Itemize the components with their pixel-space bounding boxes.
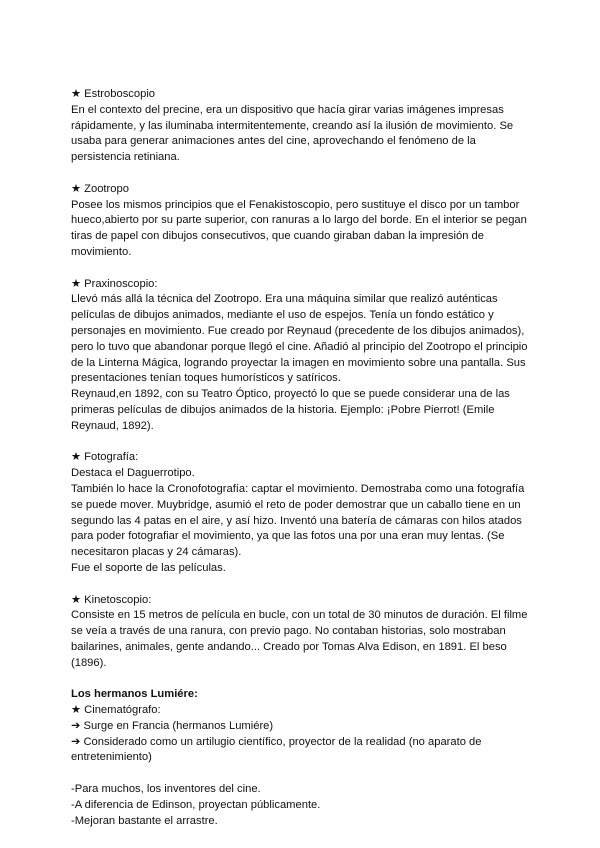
section-kinetoscopio bbox=[71, 593, 541, 672]
section-heading: ★ Zootropo bbox=[71, 182, 129, 195]
dash-item: -Mejoran bastante el arrastre. bbox=[71, 814, 218, 827]
paragraph-line: se veía a través de una ranura, con previo pago. No contaban historias, solo mostraban bbox=[71, 625, 506, 638]
paragraph-line: películas de dibujos animados, mediante el uso de espejos. Tenía un fondo estático y bbox=[71, 309, 494, 322]
section-final-notes bbox=[71, 782, 541, 829]
section-zootropo bbox=[71, 182, 541, 261]
paragraph-line: persistencia retiniana. bbox=[71, 151, 180, 164]
paragraph-line: Reynaud,en 1892, con su Teatro Óptico, proyectó lo que se puede considerar una de las bbox=[71, 388, 510, 401]
paragraph-line: para poder fotografiar el movimiento, ya que las fotos una por una eran muy lentas. (Se bbox=[71, 530, 505, 543]
arrow-item: ➔ Considerado como un artilugio científico, proyector de la realidad (no aparato de bbox=[71, 735, 482, 748]
paragraph-line: segundo las 4 patas en el aire, y así hizo. Inventó una batería de cámaras con hilos atados bbox=[71, 514, 522, 527]
paragraph-line: de la Linterna Mágica, logrando proyectar la imagen en movimiento sobre una pantalla. Sus bbox=[71, 356, 526, 369]
paragraph-line: Consiste en 15 metros de película en bucle, con un total de 30 minutos de duración. El filme bbox=[71, 609, 528, 622]
paragraph-line: bailarines, animales, gente andando... Creado por Tomas Alva Edison, en 1891. El beso bbox=[71, 640, 507, 653]
paragraph-line: presentaciones tenían toques humorísticos y satíricos. bbox=[71, 372, 341, 385]
arrow-item-continuation: entretenimiento) bbox=[71, 751, 152, 764]
section-heading: ★ Kinetoscopio: bbox=[71, 593, 152, 606]
paragraph-line: personajes en movimiento. Fue creado por Reynaud (precedente de los dibujos animados), bbox=[71, 324, 525, 337]
section-estroboscopio bbox=[71, 87, 541, 166]
paragraph-line: Llevó más allá la técnica del Zootropo. Era una máquina similar que realizó auténticas bbox=[71, 293, 498, 306]
dash-item: -Para muchos, los inventores del cine. bbox=[71, 783, 261, 796]
section-heading: ★ Estroboscopio bbox=[71, 88, 156, 100]
section-heading: ★ Praxinoscopio: bbox=[71, 277, 158, 290]
cinematografo-heading: ★ Cinematógrafo: bbox=[71, 704, 161, 717]
paragraph-line: También lo hace la Cronofotografía: captar el movimiento. Demostraba como una fotografía bbox=[71, 482, 525, 495]
section-praxinoscopio bbox=[71, 277, 541, 435]
paragraph-line: movimiento. bbox=[71, 245, 132, 258]
paragraph-line: (1896). bbox=[71, 656, 107, 669]
paragraph-line: En el contexto del precine, era un dispositivo que hacía girar varias imágenes impresas bbox=[71, 103, 504, 116]
paragraph-line: hueco,abierto por su parte superior, con ranuras a lo largo del borde. En el interior se pegan bbox=[71, 214, 527, 227]
section-heading: ★ Fotografía: bbox=[71, 451, 139, 464]
paragraph-line: Destaca el Daguerrotipo. bbox=[71, 467, 195, 480]
lumiere-title: Los hermanos Lumiére: bbox=[71, 688, 198, 701]
paragraph-line: pero lo tuvo que abandonar porque llegó el cine. Añadió al principio del Zootropo el principio bbox=[71, 340, 528, 353]
paragraph-line: Fue el soporte de las películas. bbox=[71, 561, 226, 574]
paragraph-line: se puede mover. Muybridge, asumió el reto de poder demostrar que un caballo tiene en un bbox=[71, 498, 521, 511]
paragraph-line: tiras de papel con dibujos consecutivos, que cuando giraban daban la impresión de bbox=[71, 230, 484, 243]
paragraph-line: Reynaud, 1892). bbox=[71, 419, 154, 432]
arrow-item: ➔ Surge en Francia (hermanos Lumiére) bbox=[71, 719, 274, 732]
dash-item: -A diferencia de Edinson, proyectan públicamente. bbox=[71, 798, 321, 811]
document-page bbox=[71, 87, 541, 845]
paragraph-line: primeras películas de dibujos animados de la historia. Ejemplo: ¡Pobre Pierrot! (Emile bbox=[71, 403, 495, 416]
section-fotografia bbox=[71, 450, 541, 576]
paragraph-line: necesitaron placas y 24 cámaras). bbox=[71, 546, 242, 559]
paragraph-line: rápidamente, y las iluminaba intermitentemente, creando así la ilusión de movimiento. Se bbox=[71, 119, 514, 132]
paragraph-line: Posee los mismos principios que el Fenakistoscopio, pero sustituye el disco por un tambor bbox=[71, 198, 520, 211]
paragraph-line: usaba para generar animaciones antes del cine, aprovechando el fenómeno de la bbox=[71, 135, 476, 148]
section-lumiere bbox=[71, 687, 541, 766]
